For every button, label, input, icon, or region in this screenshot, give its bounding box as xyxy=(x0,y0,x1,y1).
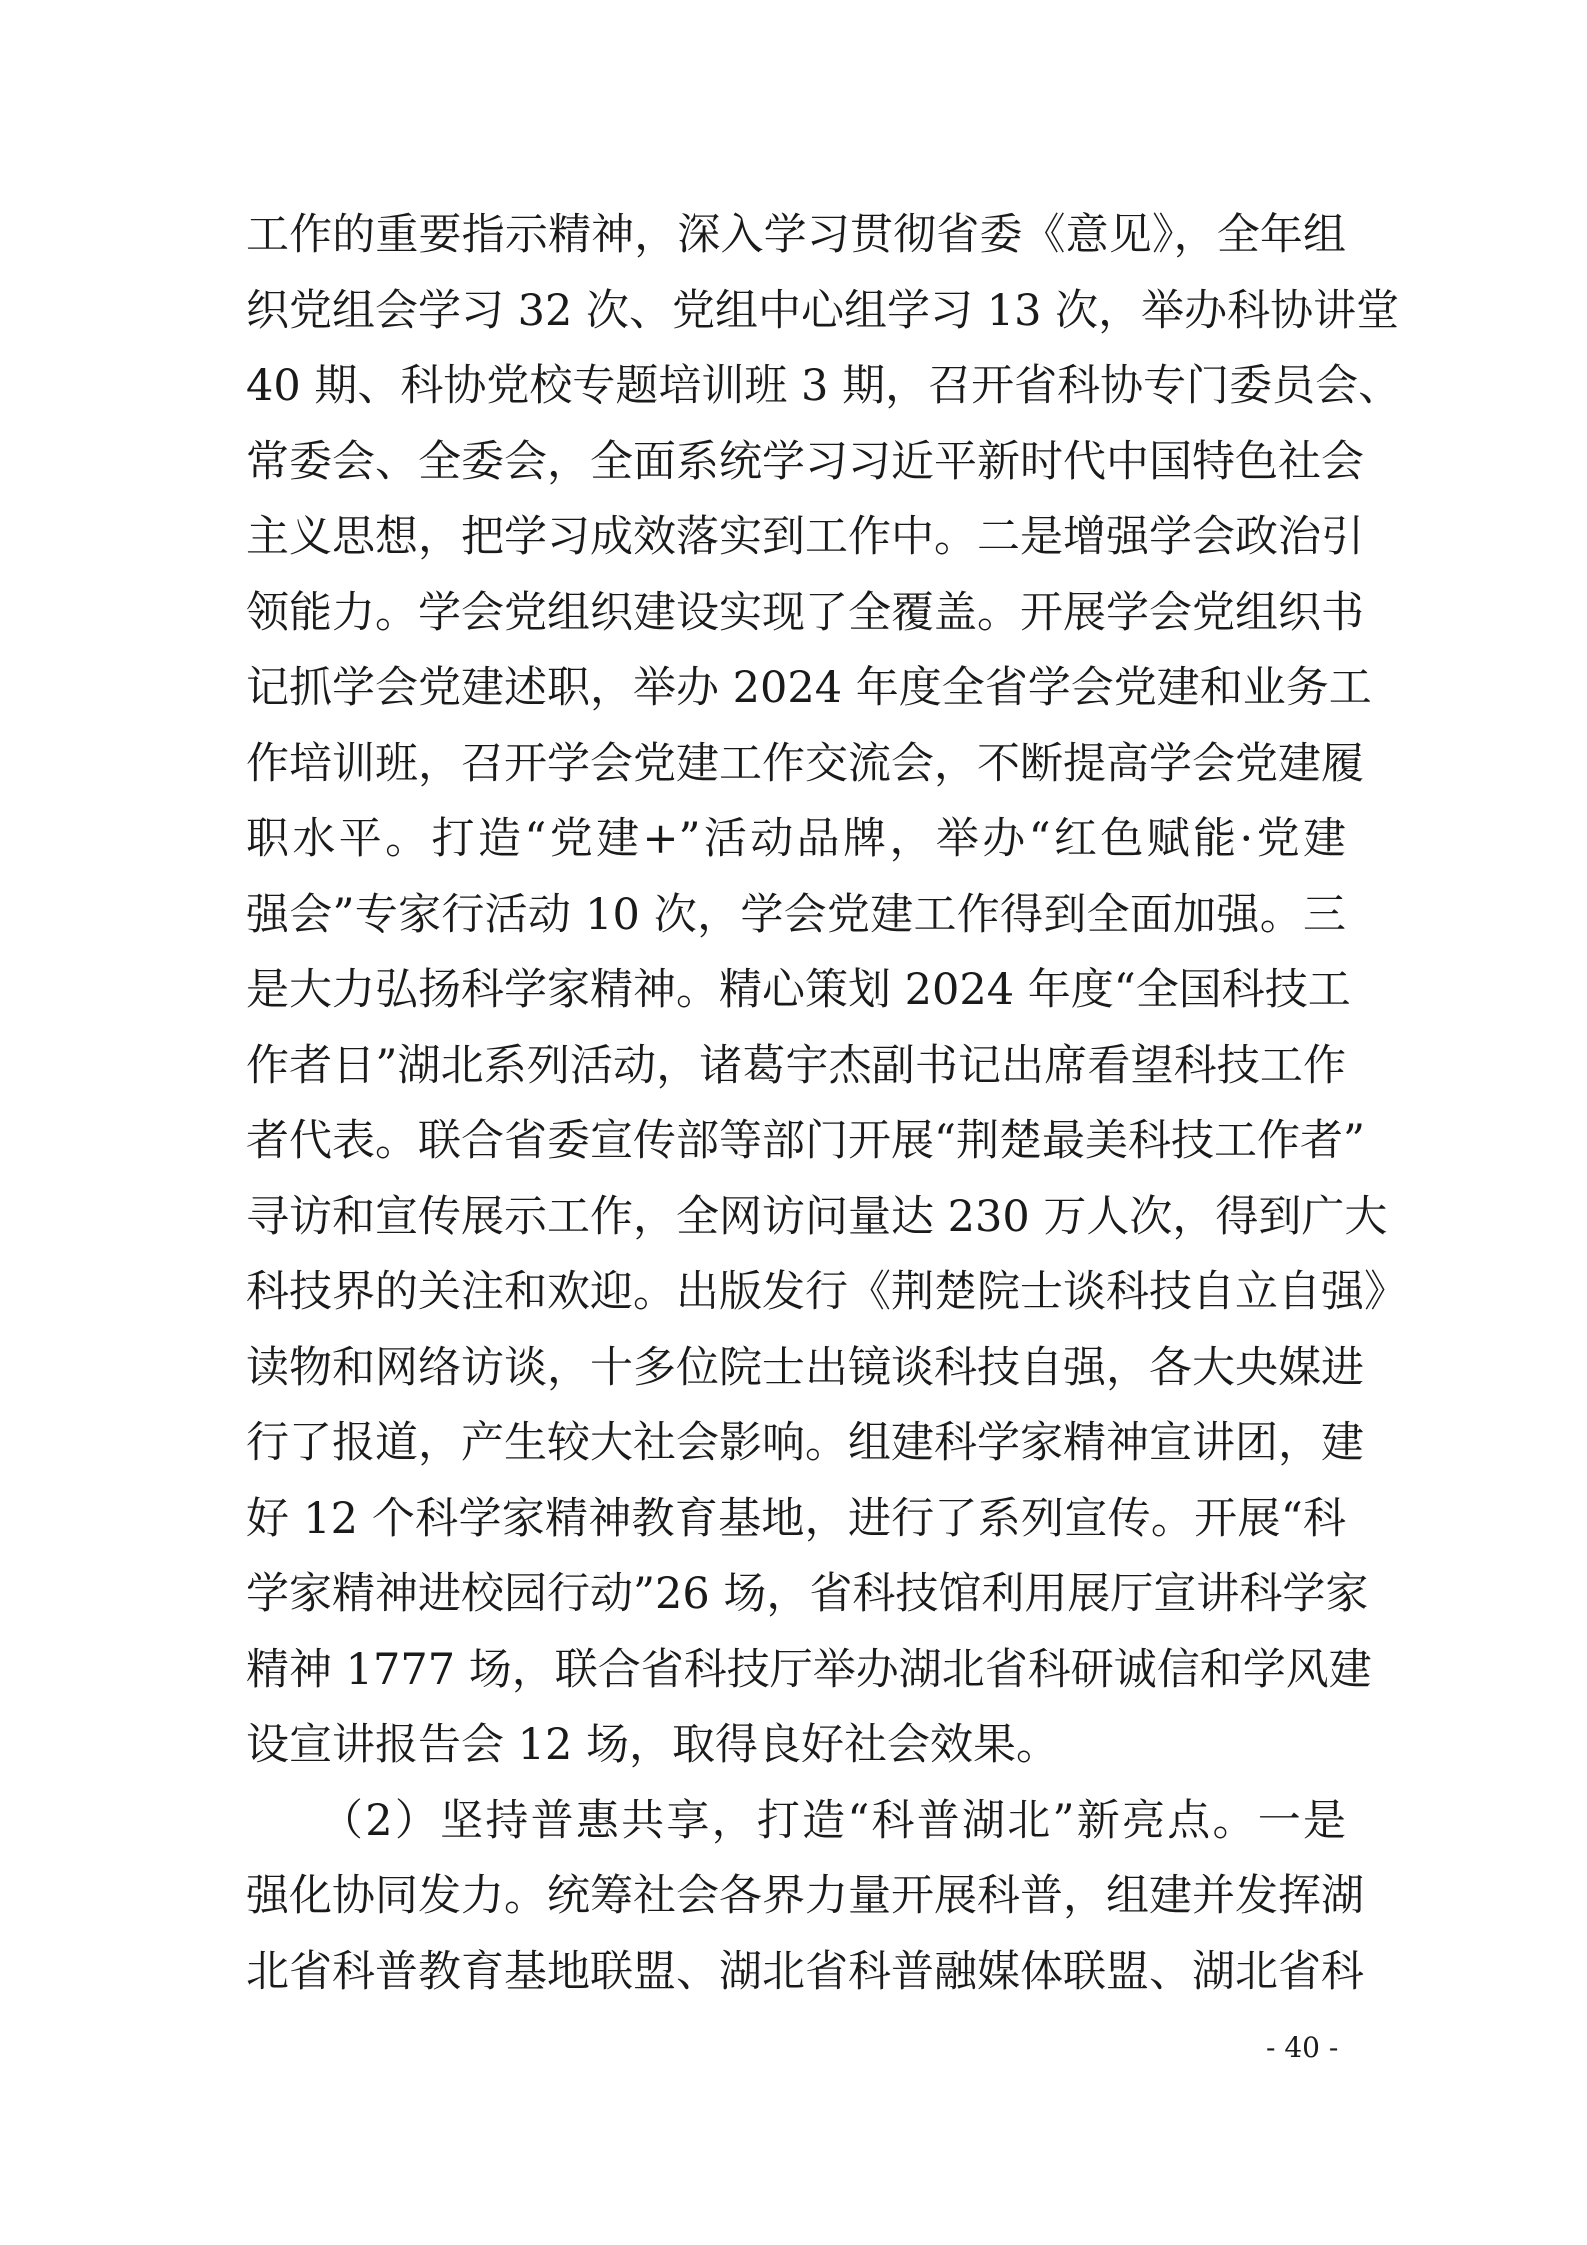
text-line: 领能力。学会党组织建设实现了全覆盖。开展学会党组织书 xyxy=(246,587,1364,638)
text-line: 作者日”湖北系列活动，诸葛宇杰副书记出席看望科技工作 xyxy=(246,1040,1346,1091)
text-line: 是大力弘扬科学家精神。精心策划 2024 年度“全国科技工 xyxy=(246,965,1351,1015)
text-line: （2）坚持普惠共享，打造“科普湖北”新亮点。一是 xyxy=(320,1795,1346,1846)
text-line: 行了报道，产生较大社会影响。组建科学家精神宣讲团，建 xyxy=(246,1418,1364,1468)
text-line: 学家精神进校园行动”26 场，省科技馆利用展厅宣讲科学家 xyxy=(246,1569,1369,1619)
paragraph-party-building xyxy=(246,198,1407,1784)
text-line: 科技界的关注和欢迎。出版发行《荆楚院士谈科技自立自强》 xyxy=(246,1267,1407,1317)
text-line: 常委会、全委会，全面系统学习习近平新时代中国特色社会 xyxy=(246,436,1364,487)
text-line: 强化协同发力。统筹社会各界力量开展科普，组建并发挥湖 xyxy=(246,1871,1364,1921)
text-line: 工作的重要指示精神，深入学习贯彻省委《意见》，全年组 xyxy=(246,210,1346,260)
text-line: 设宣讲报告会 12 场，取得良好社会效果。 xyxy=(246,1720,1060,1770)
body-text xyxy=(246,198,1407,2010)
text-line: 精神 1777 场，联合省科技厅举办湖北省科研诚信和学风建 xyxy=(246,1644,1372,1695)
page-number: - 40 - xyxy=(1266,2031,1339,2064)
text-line: 寻访和宣传展示工作，全网访问量达 230 万人次，得到广大 xyxy=(246,1191,1388,1242)
text-line: 作培训班，召开学会党建工作交流会，不断提高学会党建履 xyxy=(246,738,1364,789)
text-line: 40 期、科协党校专题培训班 3 期，召开省科协专门委员会、 xyxy=(246,361,1402,411)
text-line: 读物和网络访谈，十多位院士出镜谈科技自强，各大央媒进 xyxy=(246,1342,1364,1393)
text-line: 织党组会学习 32 次、党组中心组学习 13 次，举办科协讲堂 xyxy=(246,285,1400,336)
text-line: 者代表。联合省委宣传部等部门开展“荆楚最美科技工作者” xyxy=(246,1116,1365,1166)
text-line: 强会”专家行活动 10 次，学会党建工作得到全面加强。三 xyxy=(246,889,1346,940)
text-line: 职水平。打造“党建+”活动品牌，举办“红色赋能·党建 xyxy=(246,814,1346,864)
text-line: 主义思想，把学习成效落实到工作中。二是增强学会政治引 xyxy=(246,512,1364,562)
text-line: 记抓学会党建述职，举办 2024 年度全省学会党建和业务工 xyxy=(246,663,1372,713)
paragraph-science-popularization xyxy=(246,1784,1364,2011)
text-line: 好 12 个科学家精神教育基地，进行了系列宣传。开展“科 xyxy=(246,1493,1346,1544)
text-line: 北省科普教育基地联盟、湖北省科普融媒体联盟、湖北省科 xyxy=(246,1946,1364,1997)
